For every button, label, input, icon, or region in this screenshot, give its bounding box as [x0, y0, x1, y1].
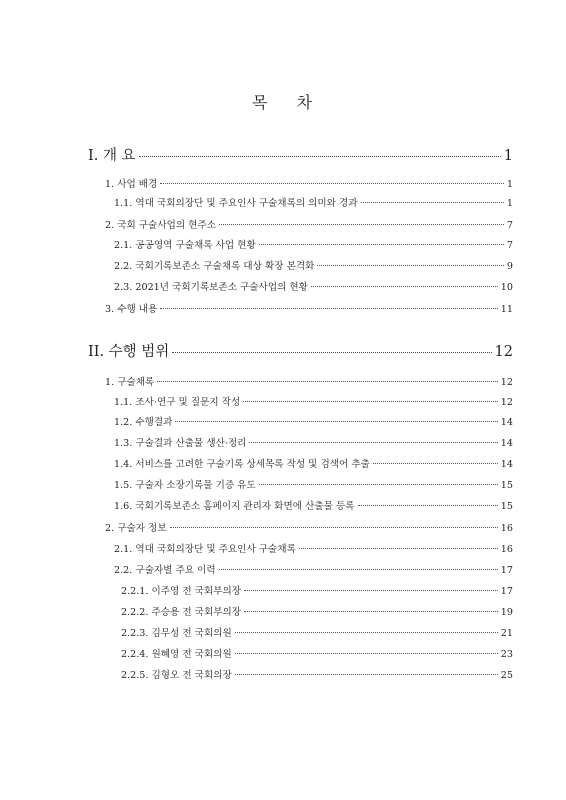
toc-entry-label: 1.3. 구술결과 산출물 생산·정리: [114, 438, 247, 449]
toc-entry-page: 9: [506, 261, 513, 272]
toc-entry-page: 14: [500, 417, 513, 428]
toc-entry-label: 2.3. 2021년 국회기록보존소 구술사업의 현황: [114, 282, 308, 293]
toc-entry-label: I. 개 요: [88, 148, 136, 164]
dot-leader: [235, 674, 498, 675]
toc-entry-page: 14: [500, 459, 513, 470]
toc-entry-label: 2.2. 구술자별 주요 이력: [114, 565, 216, 576]
toc-entry[interactable]: [114, 258, 513, 272]
dot-leader: [157, 381, 498, 382]
toc-entry-label: 2.2.3. 김무성 전 국회의원: [121, 628, 232, 639]
dot-leader: [249, 442, 497, 443]
toc-entry-page: 7: [506, 240, 513, 251]
toc-entry-page: 16: [500, 523, 513, 534]
toc-entry-label: 2.2.5. 김형오 전 국회의장: [121, 670, 232, 681]
toc-entry-label: 1.6. 국회기록보존소 홈페이지 관리자 화면에 산출물 등록: [114, 501, 355, 512]
toc-entry[interactable]: [114, 394, 513, 408]
toc-entry-label: 3. 수행 내용: [105, 304, 158, 315]
toc-entry-page: 21: [500, 628, 513, 639]
toc-entry-page: 16: [500, 544, 513, 555]
toc-entry-label: 1.1. 조사·연구 및 질문지 작성: [114, 397, 241, 408]
toc-entry-label: 1. 사업 배경: [105, 179, 158, 190]
toc-entry-label: 1.2. 수행결과: [114, 417, 173, 428]
toc-entry[interactable]: [114, 414, 513, 428]
toc-entry[interactable]: [105, 217, 513, 231]
toc-entry[interactable]: [105, 374, 513, 388]
dot-leader: [175, 421, 497, 422]
toc-entry-label: 2.2.4. 원혜영 전 국회의원: [121, 649, 232, 660]
toc-entry-page: 12: [500, 397, 513, 408]
toc-entry-page: 15: [500, 480, 513, 491]
toc-entry-label: 2.2. 국회기록보존소 구술채록 대상 확장 본격화: [114, 261, 315, 272]
toc-entry-page: 1: [506, 179, 513, 190]
toc-entry-page: 19: [500, 607, 513, 618]
dot-leader: [244, 611, 498, 612]
toc-entry-label: 2. 구술자 정보: [105, 523, 167, 534]
toc-entry[interactable]: [114, 279, 513, 293]
toc-entry-page: 10: [500, 282, 513, 293]
toc-entry-page: 25: [500, 670, 513, 681]
title-char-1: 목: [251, 93, 270, 112]
toc-entry[interactable]: [114, 477, 513, 491]
toc-entry-label: 2. 국회 구술사업의 현주소: [105, 220, 216, 231]
dot-leader: [219, 569, 498, 570]
toc-entry[interactable]: [88, 144, 513, 165]
dot-leader: [170, 527, 498, 528]
dot-leader: [299, 548, 498, 549]
toc-entry[interactable]: [114, 456, 513, 470]
toc-entry[interactable]: [105, 176, 513, 190]
toc-entry-page: 15: [500, 501, 513, 512]
toc-entry[interactable]: [121, 646, 513, 660]
toc-entry[interactable]: [121, 625, 513, 639]
toc-entry[interactable]: [105, 520, 513, 534]
dot-leader: [259, 484, 498, 485]
toc-entry-label: 1.5. 구술자 소장기록물 기증 유도: [114, 480, 256, 491]
toc-entry-label: II. 수행 범위: [88, 344, 170, 360]
toc-entry-page: 12: [494, 344, 513, 360]
toc-entry-page: 12: [500, 377, 513, 388]
toc-entry-page: 7: [506, 220, 513, 231]
toc-entry-page: 1: [503, 148, 513, 164]
toc-entry[interactable]: [114, 498, 513, 512]
toc-entry-page: 17: [500, 586, 513, 597]
dot-leader: [317, 265, 504, 266]
toc-entry[interactable]: [114, 435, 513, 449]
toc-entry[interactable]: [114, 195, 513, 209]
dot-leader: [172, 352, 491, 353]
toc-entry-page: 11: [500, 304, 513, 315]
toc-entry[interactable]: [121, 667, 513, 681]
toc-entry-label: 1.1. 역대 국회의장단 및 주요인사 구술채록의 의미와 경과: [114, 198, 358, 209]
dot-leader: [235, 653, 498, 654]
toc-entry-label: 2.2.1. 이주영 전 국회부의장: [121, 586, 242, 597]
dot-leader: [361, 202, 504, 203]
toc-entry[interactable]: [121, 583, 513, 597]
dot-leader: [139, 156, 501, 157]
toc-entry[interactable]: [114, 541, 513, 555]
toc-entry-label: 1. 구술채록: [105, 377, 155, 388]
dot-leader: [311, 286, 498, 287]
dot-leader: [235, 632, 498, 633]
dot-leader: [259, 244, 504, 245]
toc-entry[interactable]: [88, 340, 513, 361]
toc-entry-label: 1.4. 서비스를 고려한 구술기록 상세목록 작성 및 검색어 추출: [114, 459, 370, 470]
title-char-2: 차: [296, 93, 315, 112]
toc-entry-page: 23: [500, 649, 513, 660]
dot-leader: [160, 183, 504, 184]
toc-entry-page: 14: [500, 438, 513, 449]
toc-entry[interactable]: [114, 237, 513, 251]
dot-leader: [243, 401, 498, 402]
dot-leader: [160, 308, 497, 309]
toc-entry[interactable]: [121, 604, 513, 618]
toc-entry-page: 1: [506, 198, 513, 209]
toc-entry-page: 17: [500, 565, 513, 576]
toc-entry[interactable]: [105, 301, 513, 315]
dot-leader: [358, 505, 498, 506]
dot-leader: [373, 463, 498, 464]
dot-leader: [244, 590, 498, 591]
dot-leader: [219, 224, 504, 225]
toc-entry-label: 2.1. 역대 국회의장단 및 주요인사 구술채록: [114, 544, 296, 555]
toc-entry-label: 2.1. 공공영역 구술채록 사업 현황: [114, 240, 256, 251]
toc-entry-label: 2.2.2. 주승용 전 국회부의장: [121, 607, 242, 618]
toc-entry[interactable]: [114, 562, 513, 576]
